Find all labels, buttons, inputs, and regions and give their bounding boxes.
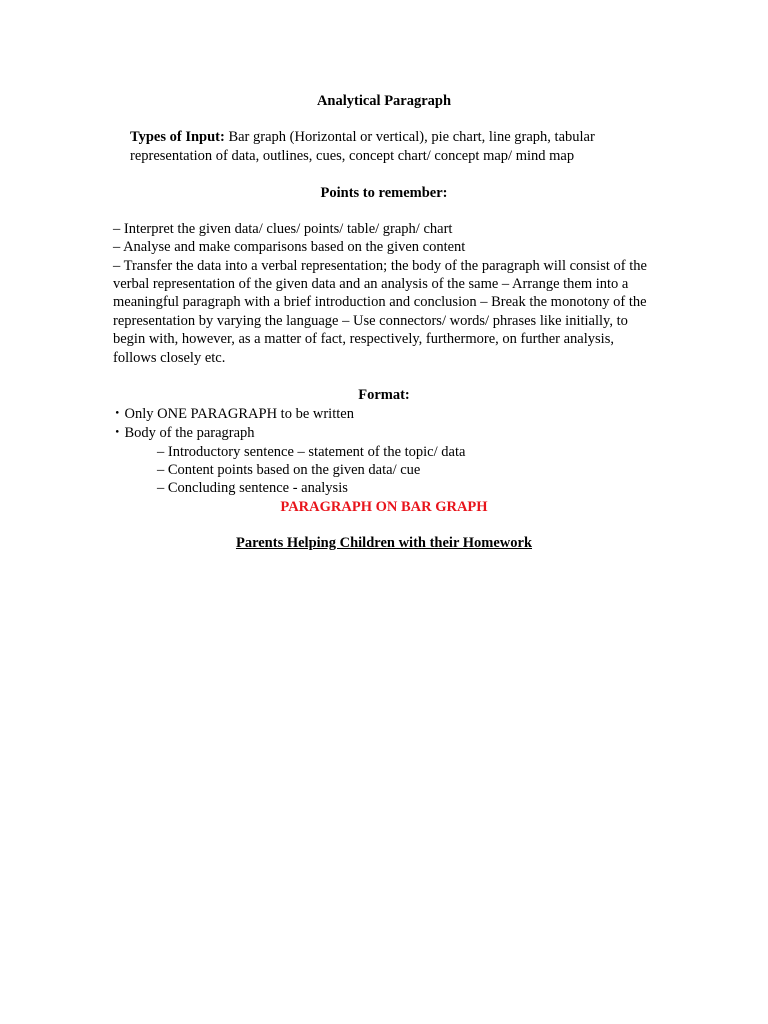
types-of-input-line2: representation of data, outlines, cues, concept chart/ concept map/ mind map [130, 148, 575, 164]
points-line: begin with, however, as a matter of fact, respectively, furthermore, on further analysis, [113, 331, 614, 347]
format-heading: Format: [358, 387, 410, 403]
format-subitem: – Introductory sentence – statement of the topic/ data [157, 444, 466, 460]
types-of-input-text1: Bar graph (Horizontal or vertical), pie chart, line graph, tabular [224, 129, 595, 145]
points-line: – Transfer the data into a verbal representation; the body of the paragraph will consist of the [113, 258, 647, 274]
points-line: meaningful paragraph with a brief introduction and conclusion – Break the monotony of the [113, 294, 647, 310]
format-subitem: – Concluding sentence - analysis [157, 480, 348, 496]
points-heading: Points to remember: [320, 185, 448, 201]
types-of-input-label: Types of Input: [130, 129, 225, 145]
points-line: – Analyse and make comparisons based on the given content [113, 239, 466, 255]
format-subitem: – Content points based on the given data/ cue [157, 462, 421, 478]
points-line: verbal representation of the given data and an analysis of the same – Arrange them into a [113, 276, 629, 292]
red-heading: PARAGRAPH ON BAR GRAPH [280, 499, 488, 515]
points-line: representation by varying the language – Use connectors/ words/ phrases like initially, to [113, 313, 628, 329]
types-of-input-line1 [130, 128, 595, 146]
format-item: ・Only ONE PARAGRAPH to be written [110, 406, 354, 422]
format-item: ・Body of the paragraph [110, 425, 255, 441]
points-line: follows closely etc. [113, 350, 226, 366]
points-line: – Interpret the given data/ clues/ points/ table/ graph/ chart [113, 221, 453, 237]
section-title-text: Parents Helping Children with their Homework [235, 535, 533, 551]
section-title [0, 534, 768, 552]
document-title: Analytical Paragraph [316, 93, 452, 109]
